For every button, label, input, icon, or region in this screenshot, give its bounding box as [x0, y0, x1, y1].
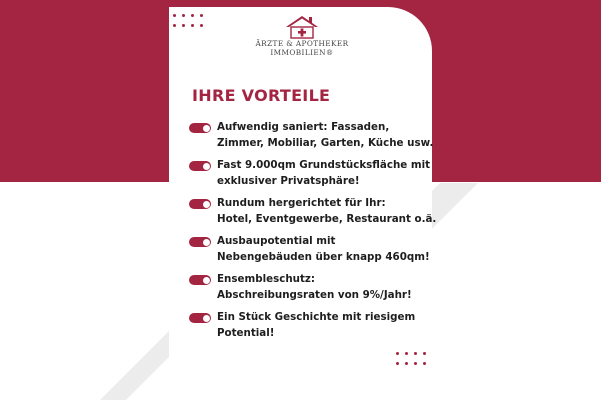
- house-with-cross-icon: [285, 15, 319, 39]
- decorative-dots-bottom: [396, 352, 430, 366]
- toggle-icon: [189, 275, 211, 285]
- toggle-icon: [189, 199, 211, 209]
- brand-name-line1: ÄRZTE & APOTHEKER: [255, 39, 349, 48]
- benefit-text: Ein Stück Geschichte mit riesigem Potential!: [217, 311, 416, 339]
- section-heading: IHRE VORTEILE: [192, 86, 331, 105]
- brand-logo: [247, 15, 357, 57]
- benefit-text: Ensembleschutz: Abschreibungsraten von 9%/Jahr!: [217, 273, 412, 301]
- toggle-icon: [189, 237, 211, 247]
- decorative-dots-top: [173, 14, 207, 28]
- toggle-icon: [189, 313, 211, 323]
- brand-name-line2: IMMOBILIEN®: [270, 48, 334, 57]
- toggle-icon: [189, 123, 211, 133]
- benefit-text: Ausbaupotential mit Nebengebäuden über knapp 460qm!: [217, 235, 430, 263]
- benefit-text: Aufwendig saniert: Fassaden, Zimmer, Mobiliar, Garten, Küche usw.: [217, 121, 434, 149]
- benefit-text: Rundum hergerichtet für Ihr: Hotel, Eventgewerbe, Restaurant o.ä.: [217, 197, 437, 225]
- toggle-icon: [189, 161, 211, 171]
- benefit-text: Fast 9.000qm Grundstücksfläche mit exklusiver Privatsphäre!: [217, 159, 431, 187]
